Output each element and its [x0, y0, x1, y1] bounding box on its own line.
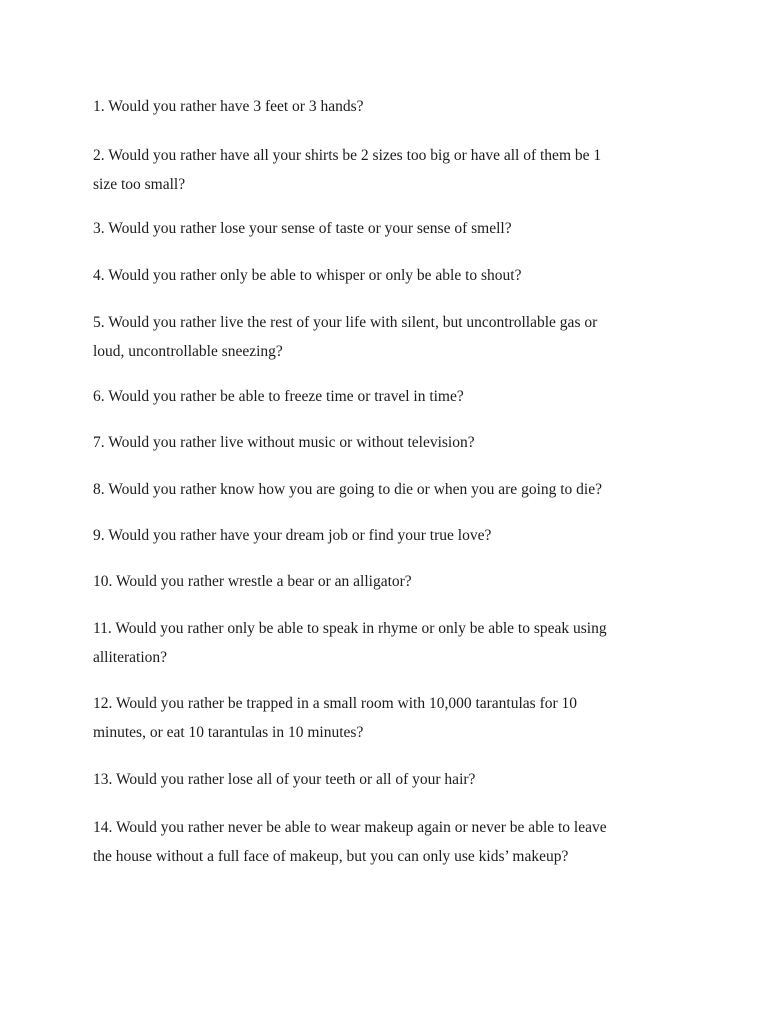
question-6 — [93, 382, 693, 411]
question-13 — [93, 765, 693, 794]
question-line: 6. Would you rather be able to freeze time or travel in time? — [93, 388, 464, 405]
question-3 — [93, 214, 693, 243]
question-line: loud, uncontrollable sneezing? — [93, 343, 283, 360]
question-line: 14. Would you rather never be able to wear makeup again or never be able to leave — [93, 819, 607, 836]
question-11 — [93, 614, 693, 672]
question-line: 4. Would you rather only be able to whisper or only be able to shout? — [93, 267, 522, 284]
question-4 — [93, 261, 693, 290]
question-8 — [93, 475, 693, 504]
question-line: 5. Would you rather live the rest of your life with silent, but uncontrollable gas or — [93, 314, 598, 331]
question-5 — [93, 308, 693, 366]
question-line: 12. Would you rather be trapped in a small room with 10,000 tarantulas for 10 — [93, 695, 578, 712]
question-line: 1. Would you rather have 3 feet or 3 hands? — [93, 98, 364, 115]
question-line: alliteration? — [93, 649, 168, 666]
question-line: 7. Would you rather live without music or without television? — [93, 434, 475, 451]
question-2 — [93, 141, 693, 199]
question-line: the house without a full face of makeup, but you can only use kids’ makeup? — [93, 848, 569, 865]
question-line: 2. Would you rather have all your shirts be 2 sizes too big or have all of them be 1 — [93, 147, 602, 164]
question-line: 9. Would you rather have your dream job or find your true love? — [93, 527, 492, 544]
question-line: 13. Would you rather lose all of your teeth or all of your hair? — [93, 771, 476, 788]
question-14 — [93, 813, 693, 871]
question-line: 8. Would you rather know how you are going to die or when you are going to die? — [93, 481, 602, 498]
question-7 — [93, 428, 693, 457]
question-line: 10. Would you rather wrestle a bear or an alligator? — [93, 573, 412, 590]
question-line: 3. Would you rather lose your sense of taste or your sense of smell? — [93, 220, 512, 237]
question-line: size too small? — [93, 176, 186, 193]
question-9 — [93, 521, 693, 550]
question-1 — [93, 92, 693, 121]
question-line: 11. Would you rather only be able to speak in rhyme or only be able to speak using — [93, 620, 607, 637]
question-10 — [93, 567, 693, 596]
question-line: minutes, or eat 10 tarantulas in 10 minutes? — [93, 724, 364, 741]
question-12 — [93, 689, 693, 747]
